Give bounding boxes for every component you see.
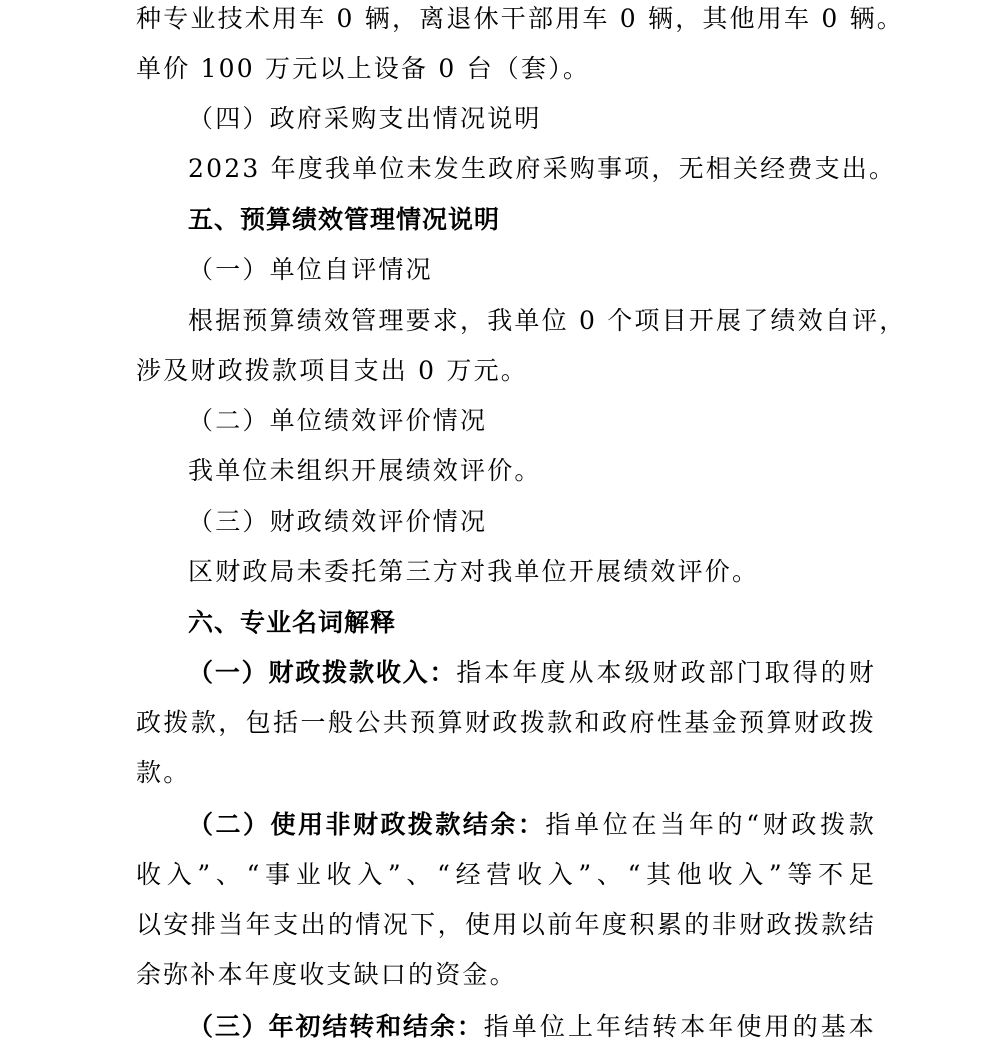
body-text-line: 以安排当年支出的情况下，使用以前年度积累的非财政拨款结 (136, 910, 876, 939)
term-text: 指单位在当年的“财政拨款 (545, 810, 876, 839)
body-text-line: 政拨款，包括一般公共预算财政拨款和政府性基金预算财政拨 (136, 708, 876, 737)
section-heading: 六、专业名词解释 (188, 608, 397, 637)
section-heading: 五、预算绩效管理情况说明 (188, 205, 501, 234)
term-definition-line (188, 800, 876, 850)
term-label: （三）年初结转和结余： (188, 1012, 484, 1041)
body-text-line: 涉及财政拨款项目支出 0 万元。 (136, 356, 529, 385)
body-text-line: 我单位未组织开展绩效评价。 (188, 456, 542, 485)
subsection-heading: （一）单位自评情况 (188, 255, 433, 284)
body-text-line: 余弥补本年度收支缺口的资金。 (136, 960, 517, 989)
term-text: 指本年度从本级财政部门取得的财 (456, 658, 876, 687)
term-label: （二）使用非财政拨款结余： (188, 810, 546, 839)
body-text-line: 款。 (136, 758, 191, 787)
body-text-line: 根据预算绩效管理要求，我单位 0 个项目开展了绩效自评， (188, 306, 907, 335)
subsection-heading: （二）单位绩效评价情况 (188, 406, 488, 435)
subsection-heading: （四）政府采购支出情况说明 (188, 104, 542, 133)
term-definition-line (188, 648, 876, 698)
body-text-line: 区财政局未委托第三方对我单位开展绩效评价。 (188, 557, 760, 586)
body-text-line: 收入”、“事业收入”、“经营收入”、“其他收入”等不足 (136, 860, 876, 889)
term-label: （一）财政拨款收入： (188, 658, 457, 687)
subsection-heading: （三）财政绩效评价情况 (188, 507, 488, 536)
body-text-line: 种专业技术用车 0 辆，离退休干部用车 0 辆，其他用车 0 辆。 (136, 4, 904, 33)
term-text: 指单位上年结转本年使用的基本 (483, 1012, 876, 1041)
term-definition-line (188, 1002, 876, 1052)
body-text-line: 2023 年度我单位未发生政府采购事项，无相关经费支出。 (188, 154, 897, 183)
body-text-line: 单价 100 万元以上设备 0 台（套）。 (136, 54, 591, 83)
